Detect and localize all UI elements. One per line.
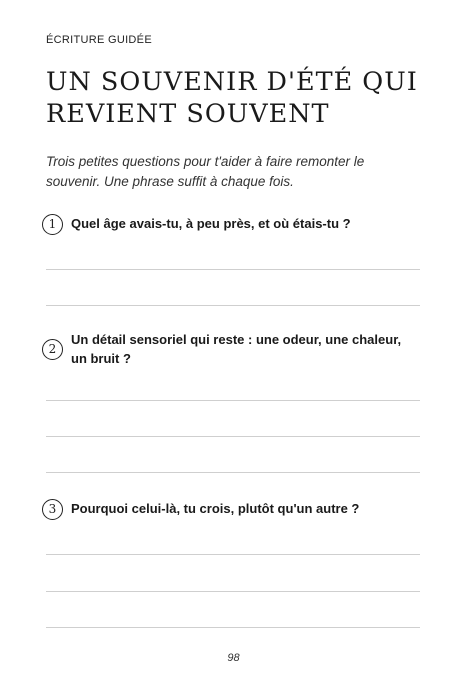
question-number-badge: 3 bbox=[42, 499, 63, 520]
question-text: Pourquoi celui-là, tu crois, plutôt qu'un autre ? bbox=[71, 501, 360, 516]
page-number: 98 bbox=[227, 652, 240, 664]
question-number-badge: 1 bbox=[42, 214, 63, 235]
answer-line[interactable] bbox=[46, 591, 420, 592]
section-label: ÉCRITURE GUIDÉE bbox=[46, 34, 152, 46]
question-text: Un détail sensoriel qui reste : une odeur, une chaleur, un bruit ? bbox=[71, 332, 402, 366]
answer-line[interactable] bbox=[46, 269, 420, 270]
answer-line[interactable] bbox=[46, 436, 420, 437]
answer-line[interactable] bbox=[46, 627, 420, 628]
page-title: UN SOUVENIR D'ÉTÉ QUI REVIENT SOUVENT bbox=[46, 67, 418, 129]
intro-text: Trois petites questions pour t'aider à faire remonter le souvenir. Une phrase suffit à chaque fois. bbox=[46, 154, 365, 189]
question-text: Quel âge avais-tu, à peu près, et où étais-tu ? bbox=[71, 216, 351, 231]
answer-line[interactable] bbox=[46, 554, 420, 555]
answer-line[interactable] bbox=[46, 400, 420, 401]
answer-line[interactable] bbox=[46, 305, 420, 306]
question-number-badge: 2 bbox=[42, 339, 63, 360]
answer-line[interactable] bbox=[46, 472, 420, 473]
